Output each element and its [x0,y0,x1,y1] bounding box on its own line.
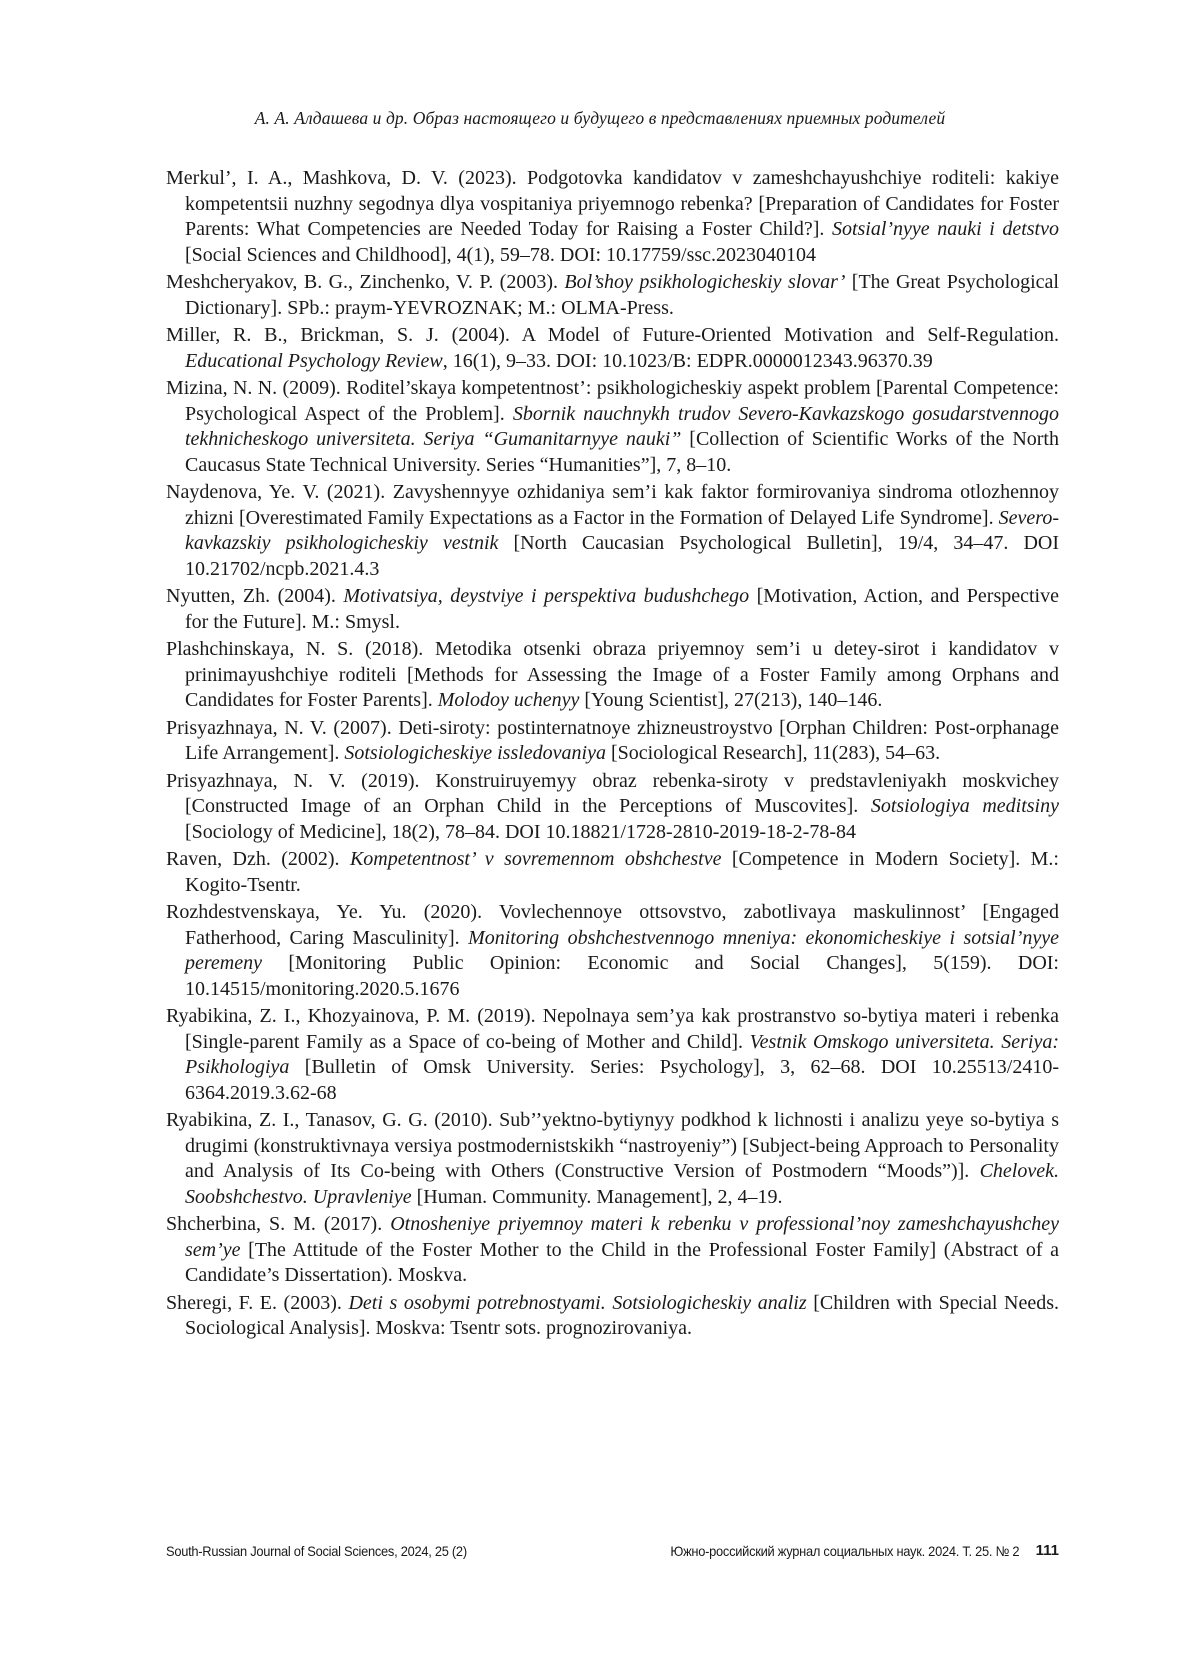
reference-source-title: Sotsiologicheskiye issledovaniya [344,742,606,764]
footer-journal-ru: Южно-российский журнал социальных наук. 2024. Т. 25. № 2 [670,1543,1019,1559]
reference-source-title: Sotsiologiya meditsiny [870,795,1059,817]
reference-entry [166,1291,1059,1342]
reference-entry [166,1004,1059,1106]
footer-journal-en: South-Russian Journal of Social Sciences, 2024, 25 (2) [166,1543,467,1559]
reference-text: [Motivation, Action, and Perspective for the Future]. M.: Smysl. [185,585,1059,633]
reference-text: Rozhdestvenskaya, Ye. Yu. (2020). Vovlechennoye ottsovstvo, zabotlivaya maskulinnost’ [Engaged Fatherhood, Caring Masculinity]. [166,901,1059,949]
reference-source-title: Monitoring obshchestvennogo mneniya: ekonomicheskiye i sotsial’nyye peremeny [185,926,1059,974]
reference-text: Prisyazhnaya, N. V. (2007). Deti-siroty: postinternatnoye zhizneustroystvo [Orphan Children: Post-orphanage Life Arrangement]. [166,716,1059,764]
reference-entry [166,769,1059,846]
reference-text: [Children with Special Needs. Sociological Analysis]. Moskva: Tsentr sots. prognozirovaniya. [185,1291,1060,1339]
reference-entry [166,637,1059,714]
reference-source-title: Sbornik nauchnykh trudov Severo-Kavkazskogo gosudarstvennogo tekhnicheskogo universiteta. Seriya “Gumanitarnyye nauki” [185,402,1060,450]
reference-text: Miller, R. B., Brickman, S. J. (2004). A Model of Future-Oriented Motivation and Self-Regulation. [166,324,1059,346]
reference-text: [Monitoring Public Opinion: Economic and Social Changes], 5(159). DOI: 10.14515/monitoring.2020.5.1676 [185,952,1059,1000]
reference-text: [North Caucasian Psychological Bulletin], 19/4, 34–47. DOI 10.21702/ncpb.2021.4.3 [185,532,1059,580]
reference-text: [Social Sciences and Childhood], 4(1), 59–78. DOI: 10.17759/ssc.2023040104 [185,243,817,266]
reference-source-title: Otnosheniye priyemnoy materi k rebenku v professional’noy zameshchayushchey sem’ye [185,1213,1059,1261]
reference-entry [166,716,1059,767]
reference-entry [166,1212,1059,1289]
reference-entry [166,1108,1059,1210]
reference-entry [166,166,1059,268]
reference-text: Ryabikina, Z. I., Tanasov, G. G. (2010). Sub’’yektno-bytiynyy podkhod k lichnosti i analizu yeye so-bytiya s drugimi (konstruktivnaya versiya postmodernistskikh “nastroyeniy”) [Subject-being Approach to Personality and Analysis of Its Co-being with Others (Constructive Version of Postmodern “Moods”)]. [166,1109,1059,1182]
reference-entry [166,323,1059,374]
reference-list [166,166,1059,1344]
reference-entry [166,480,1059,582]
reference-source-title: Molodoy uchenyy [437,689,580,711]
reference-text: Naydenova, Ye. V. (2021). Zavyshennyye ozhidaniya sem’i kak faktor formirovaniya sindroma otlozhennoy zhizni [Overestimated Family Expectations as a Factor in the Formation of Delayed Life Syndrome]. [166,481,1059,529]
reference-text: Ryabikina, Z. I., Khozyainova, P. M. (2019). Nepolnaya sem’ya kak prostranstvo so-bytiya materi i rebenka [Single-parent Family as a Space of co-being of Mother and Child]. [166,1005,1059,1053]
reference-entry [166,270,1059,321]
reference-text: Plashchinskaya, N. S. (2018). Metodika otsenki obraza priyemnoy sem’i u detey-sirot i kandidatov v prinimayushchiye roditeli [Methods for Assessing the Image of a Foster Family among Orphans and Candidates for Foster Parents]. [166,638,1059,711]
reference-source-title: Vestnik Omskogo universiteta. Seriya: Psikhologiya [185,1030,1059,1078]
reference-source-title: Deti s osobymi potrebnostyami. Sotsiologicheskiy analiz [348,1291,807,1314]
page-footer [166,1543,1059,1565]
reference-text: Prisyazhnaya, N. V. (2019). Konstruiruyemyy obraz rebenka-siroty v predstavleniyakh moskvichey [Constructed Image of an Orphan Child in the Perceptions of Muscovites]. [166,769,1059,817]
reference-text: Mizina, N. N. (2009). Roditel’skaya kompetentnost’: psikhologicheskiy aspekt problem [Parental Competence: Psychological Aspect of the Problem]. [166,377,1059,425]
reference-text: [Human. Community. Management], 2, 4–19. [411,1185,783,1208]
reference-text: [Young Scientist], 27(213), 140–146. [579,689,883,711]
reference-source-title: Educational Psychology Review [185,349,443,372]
running-header: А. А. Алдашева и др. Образ настоящего и будущего в представлениях приемных родителей [254,108,946,128]
reference-text: [Competence in Modern Society]. M.: Kogito-Tsentr. [185,848,1059,896]
reference-source-title: Sotsial’nyye nauki i detstvo [831,218,1059,240]
reference-source-title: Motivatsiya, deystviye i perspektiva budushchego [343,585,750,607]
reference-text: [Sociology of Medicine], 18(2), 78–84. DOI 10.18821/1728-2810-2019-18-2-78-84 [185,820,857,843]
reference-text: [The Attitude of the Foster Mother to the Child in the Professional Foster Family] (Abstract of a Candidate’s Dissertation). Moskva. [185,1238,1059,1286]
reference-text: , 16(1), 9–33. DOI: 10.1023/B: EDPR.0000012343.96370.39 [442,349,933,372]
reference-text: Sheregi, F. E. (2003). [166,1291,349,1314]
reference-entry [166,847,1059,898]
reference-source-title: Chelovek. Soobshchestvo. Upravleniye [185,1160,1059,1208]
reference-text: Shcherbina, S. M. (2017). [166,1213,391,1235]
reference-entry [166,376,1059,478]
reference-source-title: Severo-kavkazskiy psikhologicheskiy vestnik [185,506,1059,554]
reference-text: Nyutten, Zh. (2004). [166,585,344,607]
reference-text: Merkul’, I. A., Mashkova, D. V. (2023). Podgotovka kandidatov v zameshchayushchiye roditeli: kakiye kompetentsii nuzhny segodnya dlya vospitaniya priyemnogo rebenka? [Preparation of Candidates for Foster Parents: What Competencies are Needed Today for Raising a Foster Child?]. [166,167,1059,240]
reference-text: [Collection of Scientific Works of the North Caucasus State Technical University. Series “Humanities”], 7, 8–10. [185,428,1059,476]
reference-text: Meshcheryakov, B. G., Zinchenko, V. P. (2003). [166,271,565,293]
reference-source-title: Bol’shoy psikhologicheskiy slovar’ [564,271,846,293]
reference-text: Raven, Dzh. (2002). [166,848,350,870]
reference-text: [Bulletin of Omsk University. Series: Psychology], 3, 62–68. DOI 10.25513/2410-6364.2019.3.62-68 [185,1056,1059,1104]
reference-entry [166,900,1059,1002]
reference-text: [Sociological Research], 11(283), 54–63. [605,742,941,764]
reference-source-title: Kompetentnost’ v sovremennom obshchestve [349,848,722,870]
reference-entry [166,584,1059,635]
reference-text: [The Great Psychological Dictionary]. SPb.: praym-YEVROZNAK; M.: OLMA-Press. [185,271,1059,319]
page-number: 111 [1035,1542,1059,1559]
